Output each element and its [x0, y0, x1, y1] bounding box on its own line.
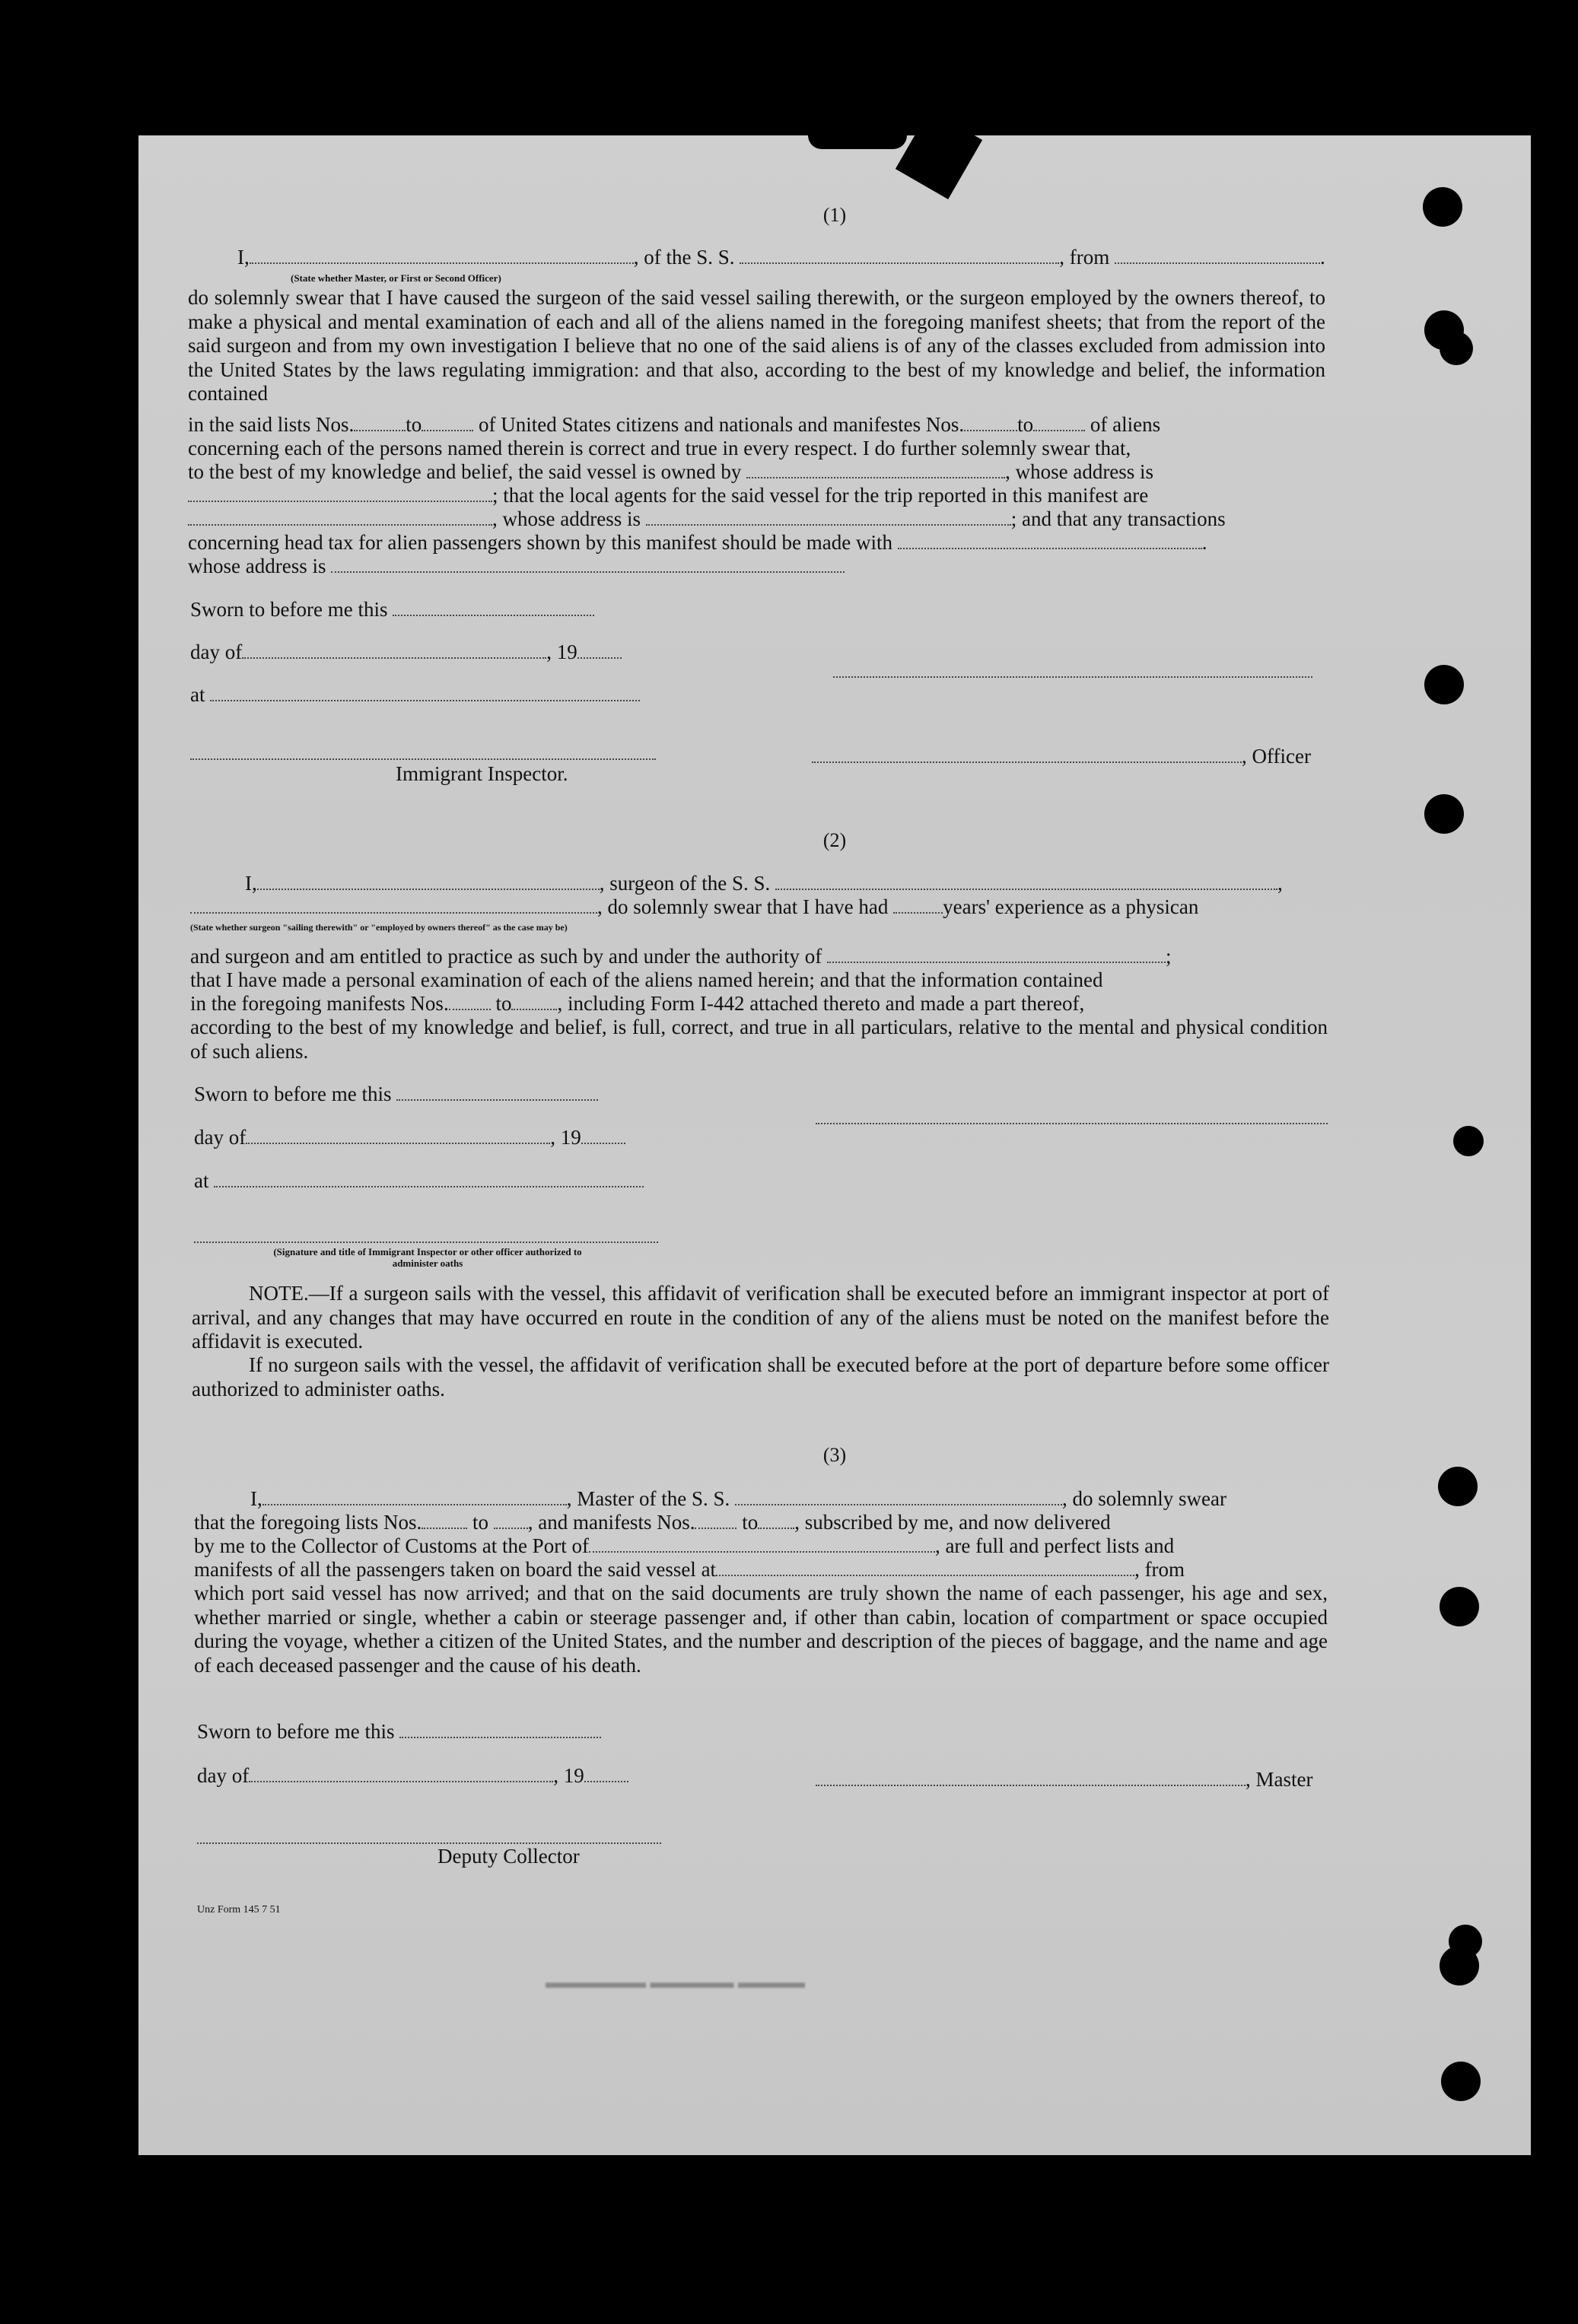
s3-collector-line: by me to the Collector of Customs at the Port of , are full and perfect lists and [194, 1534, 1175, 1557]
paper-tear [896, 110, 982, 199]
s3-sworn-line: Sworn to before me this [197, 1720, 601, 1743]
s2-at-line: at [194, 1169, 644, 1192]
s2-signature-caption: (Signature and title of Immigrant Inspector or other officer authorized to administer oaths [273, 1246, 582, 1269]
s3-master-line: I, , Master of the S. S. , do solemnly swear [250, 1487, 1226, 1510]
punch-hole [1423, 187, 1462, 227]
s3-master-signature-line: , Master [816, 1768, 1312, 1791]
note-paragraph-1: NOTE.—If a surgeon sails with the vessel, this affidavit of verification shall be executed before an immigrant inspector at port of arrival, and any changes that may have occurred en route in the condition of any of the aliens must be noted on the manifest before the affidavit is executed. [192, 1282, 1329, 1353]
s1-lists-line: in the said lists Nos. to of United States citizens and nationals and manifestes Nos. to of aliens [188, 413, 1161, 436]
section-2-number: (2) [822, 829, 847, 851]
s1-head-tax-address-line: whose address is [188, 555, 845, 577]
s2-inspector-signature-line [194, 1241, 658, 1243]
s1-day-line: day of , 19 [190, 641, 622, 663]
s3-lists-line: that the foregoing lists Nos. to , and manifests Nos. to , subscribed by me, and now delivered [194, 1511, 1111, 1534]
note-paragraph-2: If no surgeon sails with the vessel, the affidavit of verification shall be executed before at the port of departure before some officer authorized to administer oaths. [192, 1353, 1329, 1400]
punch-hole [1441, 2062, 1481, 2101]
s2-signature-line [816, 1123, 1328, 1124]
section-1-number: (1) [822, 204, 847, 226]
paper-tear-top [808, 135, 907, 149]
s2-exam-line: that I have made a personal examination of each of the aliens named herein; and that the information contained [190, 968, 1103, 991]
form-number: Unz Form 145 7 51 [197, 1904, 281, 1915]
s3-documents-paragraph: which port said vessel has now arrived; and that on the said documents are truly shown the name of each passenger, his age and sex, whether married or single, whether a cabin or steerage passenger and, if other than cabin, location of compartment or space occupied during the voyage, whether a citizen of the United States, and the number and description of the pieces of baggage, and the name and age of each deceased passenger and the cause of his death. [194, 1582, 1328, 1677]
s2-manifests-line: in the foregoing manifests Nos. to , including Form I-442 attached thereto and made a part thereof, [190, 992, 1085, 1015]
form-page [138, 135, 1531, 2155]
punch-hole [1440, 1946, 1479, 1985]
punch-hole [1424, 794, 1464, 834]
punch-hole [1424, 665, 1464, 704]
s2-sworn-line: Sworn to before me this [194, 1083, 598, 1105]
s1-officer-line: , Officer [812, 745, 1311, 768]
punch-hole [1453, 1126, 1484, 1156]
s1-oath-paragraph: do solemnly swear that I have caused the surgeon of the said vessel sailing therewith, or the surgeon employed by the owners thereof, to make a physical and mental examination of each and all of the aliens named in the foregoing manifest sheets; that from the report of the said surgeon and from my own investigation I believe that no one of the said aliens is of any of the classes excluded from admission into the United States by the laws regulating immigration: and that also, according to the best of my knowledge and belief, the information contained [188, 286, 1325, 405]
s2-surgeon-line: I, , surgeon of the S. S. , [245, 872, 1283, 895]
s1-correct-line: concerning each of the persons named therein is correct and true in every respect. I do further solemnly swear that, [188, 437, 1131, 459]
section-3-number: (3) [822, 1444, 847, 1466]
s2-condition-paragraph: according to the best of my knowledge and belief, is full, correct, and true in all particulars, relative to the mental and physical condition of such aliens. [190, 1016, 1328, 1063]
s1-owner-line: to the best of my knowledge and belief, the said vessel is owned by , whose address is [188, 460, 1154, 483]
s2-authority-line: and surgeon and am entitled to practice as such by and under the authority of ; [190, 945, 1172, 968]
faint-stamp-mark: ▬▬▬▬ ▬▬▬▬▬ ▬▬▬▬▬▬ [546, 1973, 805, 1992]
punch-hole [1438, 1467, 1478, 1506]
punch-hole [1440, 332, 1473, 365]
s3-deputy-signature-line [197, 1842, 661, 1844]
s1-at-line: at [190, 683, 640, 706]
punch-hole [1440, 1587, 1479, 1626]
s1-head-tax-line: concerning head tax for alien passengers shown by this manifest should be made with . [188, 531, 1207, 554]
s3-vessel-line: manifests of all the passengers taken on board the said vessel at , from [194, 1558, 1185, 1581]
s1-inspector-title: Immigrant Inspector. [396, 762, 568, 785]
s1-sworn-line: Sworn to before me this [190, 598, 594, 621]
s1-inspector-signature-line [190, 758, 656, 760]
s1-officer-note: (State whether Master, or First or Second Officer) [291, 272, 501, 284]
s2-day-line: day of , 19 [194, 1126, 625, 1149]
s3-deputy-title: Deputy Collector [437, 1845, 580, 1868]
s1-agent-address-line: , whose address is ; and that any transactions [188, 507, 1226, 530]
s1-signature-line [833, 676, 1312, 678]
s2-surgeon-note: (State whether surgeon "sailing therewith" or "employed by owners thereof" as the case may be) [190, 922, 568, 933]
s3-day-line: day of , 19 [197, 1764, 628, 1787]
s1-agents-line: ; that the local agents for the said vessel for the trip reported in this manifest are [188, 484, 1148, 507]
s1-oath-line-1: I, , of the S. S. , from . [237, 246, 1325, 269]
s2-experience-line: , do solemnly swear that I have had years' experience as a physican [190, 895, 1198, 918]
